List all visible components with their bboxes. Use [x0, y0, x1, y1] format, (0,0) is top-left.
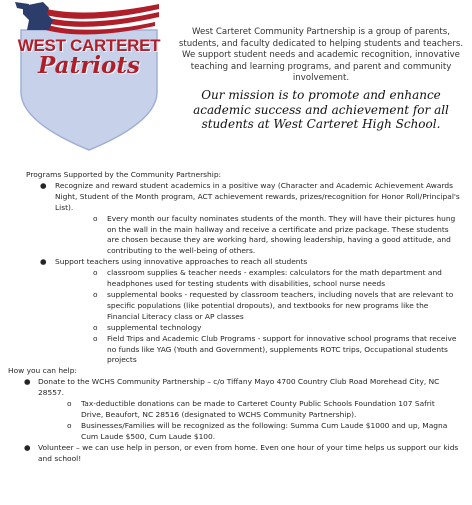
list-item	[0, 421, 472, 443]
circle-bullet-icon: o	[67, 399, 72, 409]
bullet-icon: ●	[24, 442, 31, 452]
list-item-text: Donate to the WCHS Community Partnership – c/o Tiffany Mayo 4700 Country Club Road Morehead City, NC 28557.	[38, 377, 440, 398]
list-item-text: Field Trips and Academic Club Programs - support for innovative school programs that receive no funds like YAG (Youth and Government), supplements ROTC trips, Occupational students projects	[107, 333, 457, 365]
intro-paragraph: West Carteret Community Partnership is a group of parents, students, and faculty dedicated to helping students and teachers. We support student needs and academic recognition, innovative teaching and learning programs, and parent and community involvement.	[178, 27, 464, 84]
bullet-icon: ●	[40, 180, 47, 190]
list-item-text: classroom supplies & teacher needs - examples: calculators for the math department and headphones used for testing students with disabilities, school nurse needs	[107, 268, 442, 289]
list-item-text: Businesses/Families will be recognized as the following: Summa Cum Laude $1000 and up, Magna Cum Laude $500, Cum Laude $100.	[81, 420, 448, 441]
list-item	[0, 399, 472, 421]
list-item	[0, 214, 472, 258]
circle-bullet-icon: o	[93, 213, 98, 223]
programs-sublist	[0, 214, 472, 258]
list-item-text: Recognize and reward student academics in a positive way (Character and Academic Achievement Awards Night, Student of the Month program, ACT achievement rewards, prizes/recognition for Honor Roll/Principal's List).	[55, 180, 460, 212]
list-item	[0, 334, 472, 367]
list-item	[0, 323, 472, 334]
list-item-text: Support teachers using innovative approaches to reach all students	[55, 257, 308, 267]
bullet-icon: ●	[40, 257, 47, 267]
list-item-text: supplemental technology	[107, 322, 202, 332]
school-logo	[9, 0, 169, 152]
circle-bullet-icon: o	[93, 268, 98, 278]
programs-sublist	[0, 268, 472, 366]
programs-list	[0, 257, 472, 268]
help-list	[0, 377, 472, 399]
help-sublist	[0, 399, 472, 443]
help-heading: How you can help:	[8, 366, 77, 376]
logo-mascot-name: Patriots	[38, 52, 140, 79]
list-item	[0, 443, 472, 465]
list-item	[0, 181, 472, 214]
help-list	[0, 443, 472, 465]
programs-list	[0, 181, 472, 214]
circle-bullet-icon: o	[67, 420, 72, 430]
list-item-text: Tax-deductible donations can be made to Carteret County Public Schools Foundation 107 Safrit Drive, Beaufort, NC 28516 (designated to WCHS Community Partnership).	[81, 399, 435, 419]
list-item	[0, 290, 472, 323]
circle-bullet-icon: o	[93, 289, 98, 299]
list-item	[0, 268, 472, 290]
list-item-text: supplemental books - requested by classroom teachers, including novels that are relevant to specific populations (like potential dropouts), and textbooks for new programs like the Financial Literacy class or AP classes	[107, 289, 454, 321]
list-item-text: Every month our faculty nominates students of the month. They will have their pictures hung on the wall in the main hallway and receive a certificate and prize package. These students are chosen because they are working hard, showing leadership, having a good attitude, and contributing to the well-being of others.	[107, 213, 456, 256]
programs-heading: Programs Supported by the Community Partnership:	[26, 170, 222, 179]
document-body	[0, 170, 472, 464]
circle-bullet-icon: o	[93, 322, 98, 332]
logo-school-name: WEST CARTERET	[17, 36, 161, 55]
bullet-icon: ●	[24, 377, 31, 387]
circle-bullet-icon: o	[93, 333, 98, 343]
list-item	[0, 377, 472, 399]
mission-statement: Our mission is to promote and enhance academic success and achievement for all students at West Carteret High School.	[193, 88, 449, 132]
list-item-text: Volunteer – we can use help in person, or even from home. Even one hour of your time helps us support our kids and school!	[38, 442, 459, 463]
list-item	[0, 257, 472, 268]
